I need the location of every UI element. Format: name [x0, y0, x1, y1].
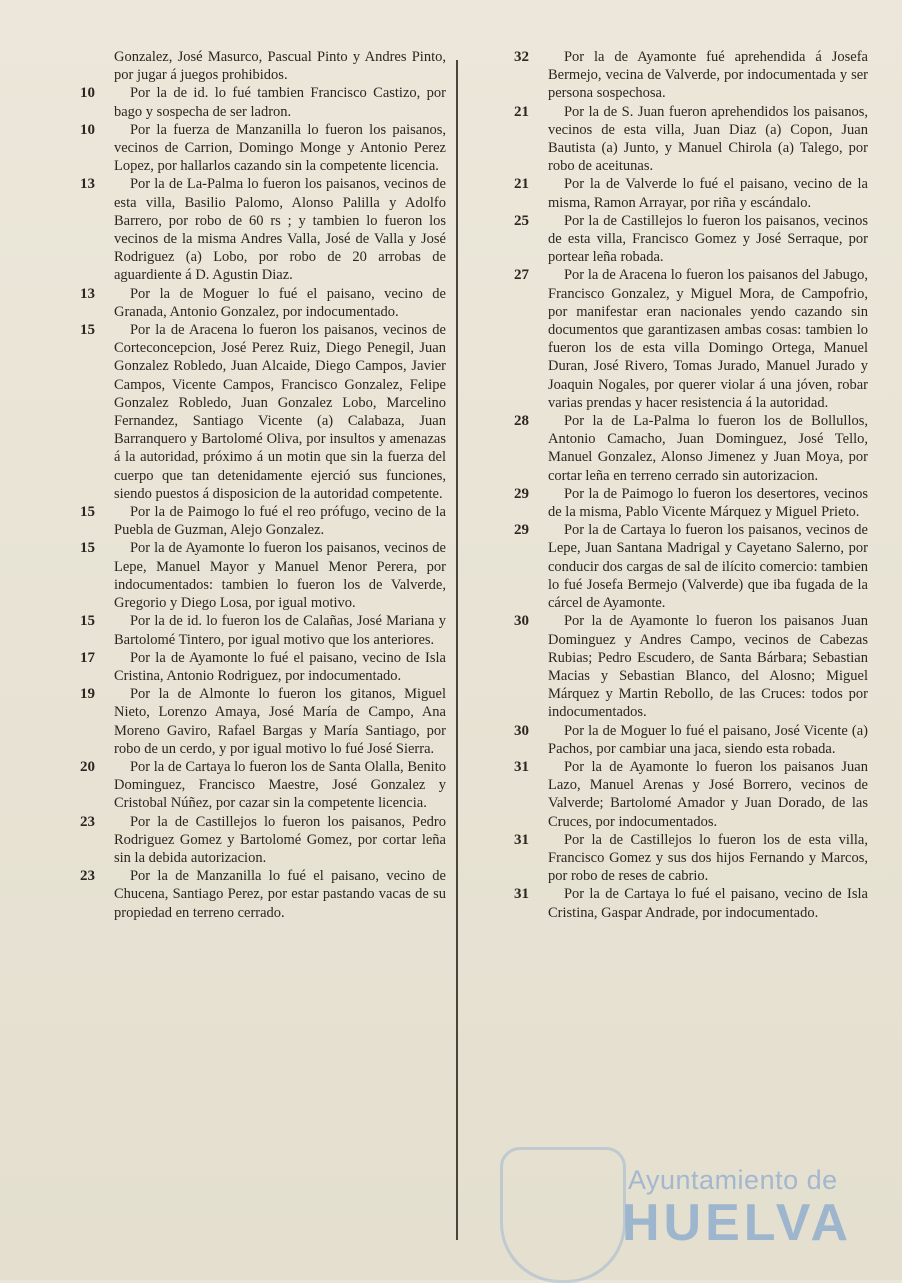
arrest-entry — [512, 885, 868, 921]
watermark-line2: HUELVA — [622, 1194, 853, 1252]
arrest-entry — [78, 867, 446, 922]
entry-day: 30 — [514, 613, 529, 630]
entry-day: 27 — [514, 267, 529, 284]
arrest-entry — [78, 612, 446, 648]
entry-text: Por la de Moguer lo fué el paisano, José Vicente (a) Pachos, por cambiar una jaca, siendo esta robada. — [548, 722, 868, 757]
entry-text: Por la de Castillejos lo fueron los paisanos, vecinos de esta villa, Francisco Gomez y José Serraque, por portear leña robada. — [548, 212, 868, 266]
entry-day: 29 — [514, 522, 529, 539]
entry-day: 19 — [80, 686, 95, 703]
entry-text: Por la de Cartaya lo fueron los de Santa Olalla, Benito Dominguez, Francisco Maestre, José Gonzalez y Cristobal Núñez, por cazar sin la competente licencia. — [114, 758, 446, 812]
entry-day: 31 — [514, 831, 529, 848]
entry-text: Por la de Castillejos lo fueron los paisanos, Pedro Rodriguez Gomez y Bartolomé Gomez, por cortar leña sin la debida autorizacion. — [114, 813, 446, 866]
entry-text: Por la de Ayamonte lo fué el paisano, vecino de Isla Cristina, Antonio Rodriguez, por indocumentado. — [114, 649, 446, 684]
arrest-entry — [512, 831, 868, 886]
entry-day: 20 — [80, 758, 95, 775]
entry-text: Por la de Paimogo lo fué el reo prófugo, vecino de la Puebla de Guzman, Alejo Gonzalez. — [114, 504, 446, 539]
entry-text: Por la de Aracena lo fueron los paisanos, vecinos de Corteconcepcion, José Perez Ruiz, Diego Penegil, Juan Gonzalez Robledo, Juan Alcaide, Diego Campos, Javier Campos, Vicente Campos, Francisco Gonzalez, Felipe Gonzalez Robledo, Juan Gonzalez Lobo, Marcelino Fernandez, Santiago Vicente (a) Calabaza, Juan Barranquero y Bartolomé Oliva, por insultos y amenazas á la autoridad, próximo á un motin que sin la fuerza del cuerpo que tan detenidamente ejerció sus funciones, siendo puestos á disposicion de la autoridad competente. — [114, 322, 446, 502]
entry-day: 10 — [80, 121, 95, 138]
entry-day: 13 — [80, 285, 95, 302]
entry-text: Por la de Manzanilla lo fué el paisano, vecino de Chucena, Santiago Perez, por estar pastando vacas de su propiedad en terreno cerrado. — [114, 868, 446, 921]
arrest-entry — [512, 521, 868, 612]
arrest-entry — [512, 48, 868, 103]
archive-watermark — [500, 1165, 853, 1265]
arrest-entry — [78, 813, 446, 868]
entry-day: 15 — [80, 504, 95, 521]
entry-text: Por la de Almonte lo fueron los gitanos, Miguel Nieto, Lorenzo Amaya, José María de Campo, Ana Moreno Gaviro, Rafael Bargas y María Santiago, por robo de un cerdo, y por igual motivo lo fué José Sierra. — [114, 686, 446, 757]
entry-day: 15 — [80, 540, 95, 557]
entry-day: 30 — [514, 722, 529, 739]
entry-text: Gonzalez, José Masurco, Pascual Pinto y Andres Pinto, por jugar á juegos prohibidos. — [114, 49, 446, 84]
entry-day: 31 — [514, 758, 529, 775]
right-column — [512, 48, 868, 922]
entry-text: Por la fuerza de Manzanilla lo fueron los paisanos, vecinos de Carrion, Domingo Monge y Antonio Perez Lopez, por hallarlos cazando sin la competente licencia. — [114, 121, 446, 175]
entry-day: 10 — [80, 85, 95, 102]
entry-day: 29 — [514, 485, 529, 502]
arrest-entry — [78, 539, 446, 612]
entry-day: 25 — [514, 212, 529, 229]
arrest-entry — [512, 612, 868, 721]
entry-day: 32 — [514, 49, 529, 65]
arrest-entry — [78, 175, 446, 284]
entry-text: Por la de Ayamonte lo fueron los paisanos Juan Lazo, Manuel Arenas y José Borrero, vecinos de Valverde; Bartolomé Amador y Juan Dorado, de las Cruces, por indocumentados. — [548, 758, 868, 830]
arrest-entry — [78, 649, 446, 685]
arrest-entry — [78, 321, 446, 503]
entry-day: 15 — [80, 322, 95, 339]
entry-text: Por la de La-Palma lo fueron los paisanos, vecinos de esta villa, Basilio Palomo, Alonso Palilla y Adolfo Barrero, por robo de 60 rs ; y tambien lo fueron los vecinos de la misma Andres Valla, José de Valla y José Rodriguez (a) Lobo, por robo de 20 arrobas de aguardiente á D. Agustin Diaz. — [114, 176, 446, 284]
entry-day: 21 — [514, 103, 529, 120]
arrest-entry — [512, 175, 868, 211]
arrest-entry — [512, 412, 868, 485]
entry-day: 17 — [80, 649, 95, 666]
arrest-entry — [512, 722, 868, 758]
entry-text: Por la de Castillejos lo fueron los de esta villa, Francisco Gomez y sus dos hijos Fernando y Marcos, por robo de reses de cabrio. — [548, 831, 868, 885]
arrest-entry — [512, 103, 868, 176]
arrest-entry — [78, 84, 446, 120]
entry-text: Por la de Paimogo lo fueron los desertores, vecinos de la misma, Pablo Vicente Márquez y Miguel Prieto. — [548, 485, 868, 521]
entry-text: Por la de Cartaya lo fué el paisano, vecino de Isla Cristina, Gaspar Andrade, por indocumentado. — [548, 886, 868, 921]
arrest-entry — [78, 758, 446, 813]
arrest-entry — [78, 121, 446, 176]
arrest-entry — [78, 48, 446, 84]
entry-text: Por la de id. lo fué tambien Francisco Castizo, por bago y sospecha de ser ladron. — [114, 85, 446, 120]
entry-day: 21 — [514, 176, 529, 193]
arrest-entry — [78, 685, 446, 758]
entry-day: 23 — [80, 868, 95, 885]
arrest-entry — [512, 485, 868, 521]
watermark-line1: Ayuntamiento de — [628, 1165, 838, 1195]
entry-day: 23 — [80, 813, 95, 830]
entry-text: Por la de Ayamonte fué aprehendida á Josefa Bermejo, vecina de Valverde, por indocumentada y ser persona sospechosa. — [548, 49, 868, 102]
arrest-entry — [78, 285, 446, 321]
arrest-entry — [78, 503, 446, 539]
column-divider — [456, 60, 458, 1240]
arrest-entry — [512, 212, 868, 267]
arrest-entry — [512, 758, 868, 831]
entry-day: 15 — [80, 613, 95, 630]
entry-text: Por la de id. lo fueron los de Calañas, José Mariana y Bartolomé Tintero, por igual motivo que los anteriores. — [114, 613, 446, 648]
entry-text: Por la de Aracena lo fueron los paisanos del Jabugo, Francisco Gonzalez, y Miguel Mora, de Campofrio, por manifestar eran nacionales yendo cazando sin documentos que garantizasen ambas cosas: tambien lo fueron los de esta villa Domingo Ortega, Manuel Duran, José Rivero, Tomas Jurado, Manuel Jurado y Joaquin Nogales, por querer violar á una jóven, robar varias prendas y hacer resistencia á la autoridad. — [548, 267, 868, 411]
entry-text: Por la de S. Juan fueron aprehendidos los paisanos, vecinos de esta villa, Juan Diaz (a) Copon, Juan Bautista (a) Junto, y Manuel Chirola (a) Talego, por robo de aceitunas. — [548, 103, 868, 175]
arrest-entry — [512, 266, 868, 412]
entry-day: 31 — [514, 886, 529, 903]
entry-day: 28 — [514, 413, 529, 430]
entry-text: Por la de Valverde lo fué el paisano, vecino de la misma, Ramon Arrayar, por riña y escándalo. — [548, 176, 868, 211]
entry-day: 13 — [80, 176, 95, 193]
coat-of-arms-icon — [500, 1147, 626, 1283]
entry-text: Por la de La-Palma lo fueron los de Bollullos, Antonio Camacho, Juan Dominguez, José Tello, Manuel Gonzalez, Alonso Jimenez y Juan Moya, por cortar leña en terreno cerrado sin autorizacion. — [548, 413, 868, 484]
entry-text: Por la de Ayamonte lo fueron los paisanos, vecinos de Lepe, Manuel Mayor y Manuel Menor Perera, por indocumentados: tambien lo fueron los de Valverde, Gregorio y Diego Losa, por igual motivo. — [114, 540, 446, 612]
entry-text: Por la de Moguer lo fué el paisano, vecino de Granada, Antonio Gonzalez, por indocumentado. — [114, 285, 446, 320]
entry-text: Por la de Ayamonte lo fueron los paisanos Juan Dominguez y Andres Campo, vecinos de Cabezas Rubias; Pedro Escudero, de Santa Bárbara; Sebastian Macias y Sebastian Blanco, del Alosno; Miguel Márquez y Martin Rebollo, de las Cruces: todos por indocumentados. — [548, 613, 868, 721]
left-column — [78, 48, 446, 922]
entry-text: Por la de Cartaya lo fueron los paisanos, vecinos de Lepe, Juan Santana Madrigal y Cayetano Salerno, por conducir dos cargas de sal de ilícito comercio: tambien lo fué Josefa Bermejo (Valverde) que iba fugada de la cárcel de Ayamonte. — [548, 522, 868, 612]
